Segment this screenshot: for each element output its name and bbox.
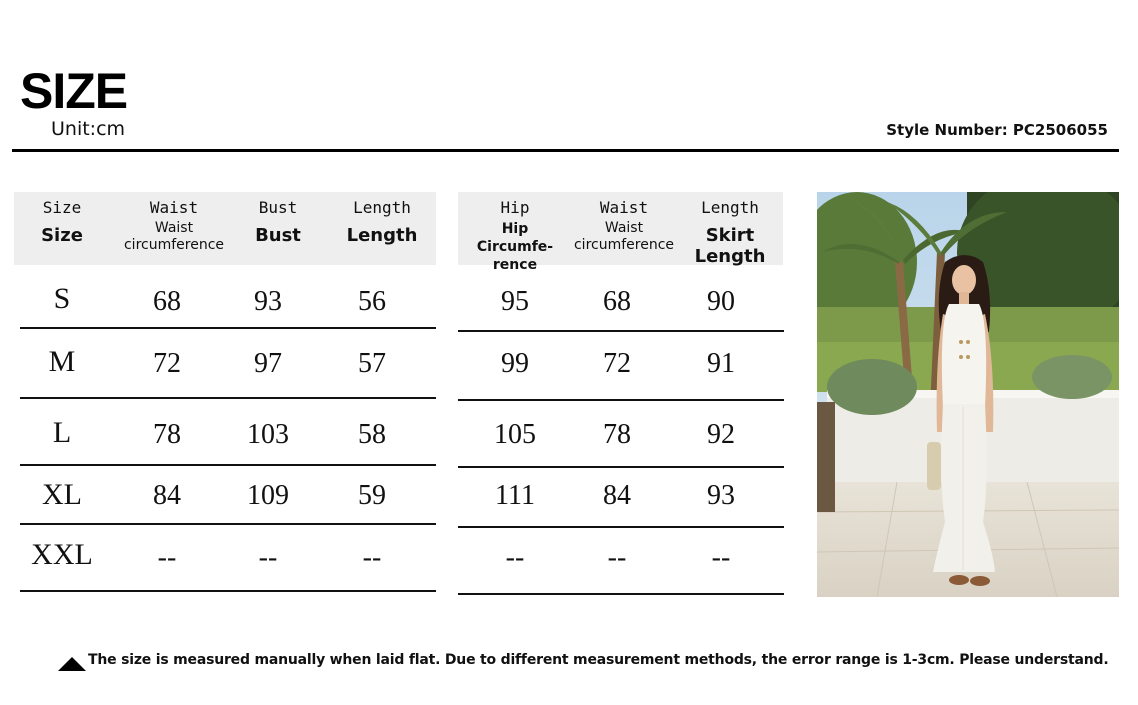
cell: 72 [153,348,181,379]
triangle-icon [58,657,86,671]
style-number: Style Number: PC2506055 [886,121,1108,139]
header-waist [572,192,676,265]
row-size-xl: XL [42,478,82,511]
header-top-label: Length [701,198,759,217]
measurement-note-text: The size is measured manually when laid flat. Due to different measurement methods, the error range is 1-3cm. Please understand. [88,652,1109,668]
header-waist [114,192,234,265]
row-divider [458,399,784,401]
cell: 57 [358,348,386,379]
header-bottom-label: Hip Circumfe-rence [476,221,554,273]
cell: 93 [254,286,282,317]
cell: 92 [707,419,735,450]
header-top-label: Length [353,198,411,217]
cell: 95 [501,286,529,317]
header-divider [12,149,1119,152]
header-top-label: Waist [599,198,649,217]
header-bottom-label: Bust [255,225,301,246]
cell: -- [505,542,525,573]
header-top-label: Size [42,198,82,217]
cell: 105 [494,419,536,450]
cell: 56 [358,286,386,317]
row-divider [20,397,436,399]
row-size-l: L [52,416,72,449]
header-top-label: Waist [149,198,199,217]
row-size-xxl: XXL [31,538,93,571]
unit-label: Unit:cm [51,118,126,140]
row-divider [20,590,436,592]
row-divider [20,523,436,525]
cell: 78 [153,419,181,450]
header-bottom-label: Waist circumference [573,220,675,253]
cell: 84 [603,480,631,511]
header-top-label: Bust [258,198,298,217]
model-photo [817,192,1119,597]
row-divider [458,330,784,332]
header-bottom-label: Skirt Length [694,225,766,267]
cell: 72 [603,348,631,379]
header-length [332,192,432,265]
header-bottom-label: Length [346,225,418,246]
cell: 84 [153,480,181,511]
header-bottom-label: Waist circumference [123,220,225,253]
measurement-note [58,649,1108,671]
cell: 90 [707,286,735,317]
cell: -- [362,542,382,573]
row-divider [458,526,784,528]
row-divider [20,464,436,466]
page-title: SIZE [20,63,128,119]
cell: 97 [254,348,282,379]
header-bottom-label: Size [41,225,83,246]
header-size [14,192,110,265]
header-hip [458,192,572,273]
row-divider [458,466,784,468]
cell: -- [157,542,177,573]
cell: 111 [495,480,535,511]
model-photo-illustration [817,192,1119,597]
cell: 91 [707,348,735,379]
cell: 93 [707,480,735,511]
cell: -- [711,542,731,573]
cell: 58 [358,419,386,450]
header-bust [238,192,318,265]
cell: 103 [247,419,289,450]
header-skirt-length [678,192,782,265]
cell: 78 [603,419,631,450]
cell: -- [607,542,627,573]
cell: 109 [247,480,289,511]
row-size-m: M [48,345,76,378]
row-size-s: S [53,282,71,315]
cell: 59 [358,480,386,511]
header-top-label: Hip [500,198,530,217]
cell: -- [258,542,278,573]
row-divider [458,593,784,595]
cell: 68 [153,286,181,317]
row-divider [20,327,436,329]
cell: 99 [501,348,529,379]
cell: 68 [603,286,631,317]
